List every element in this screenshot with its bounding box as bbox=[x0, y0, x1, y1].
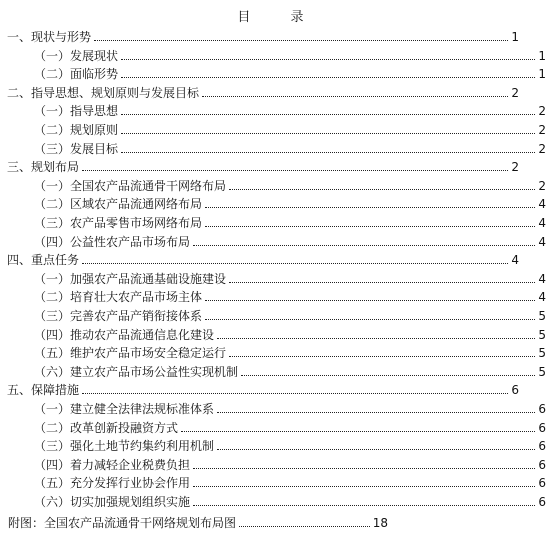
toc-entry-label: （二）改革创新投融资方式 bbox=[34, 420, 179, 435]
toc-leader-dots bbox=[82, 169, 508, 171]
toc-appendix-entry[interactable] bbox=[0, 512, 388, 530]
toc-section-entry[interactable] bbox=[0, 82, 519, 100]
toc-leader-dots bbox=[205, 225, 535, 227]
toc-entry-page: 5 bbox=[538, 327, 546, 342]
toc-leader-dots bbox=[121, 76, 535, 78]
toc-leader-dots bbox=[82, 392, 508, 394]
toc-leader-dots bbox=[121, 113, 535, 115]
toc-entry-label: （一）指导思想 bbox=[34, 104, 119, 119]
toc-entry-page: 5 bbox=[538, 346, 546, 361]
toc-entry-page: 2 bbox=[511, 160, 519, 175]
toc-leader-dots bbox=[229, 355, 535, 357]
toc-entry-page: 2 bbox=[511, 85, 519, 100]
toc-entry-label: （一）加强农产品流通基础设施建设 bbox=[34, 271, 227, 286]
toc-entry-label: （四）着力减轻企业税费负担 bbox=[34, 457, 191, 472]
toc-subsection-entry[interactable] bbox=[0, 212, 546, 230]
toc-subsection-entry[interactable] bbox=[0, 286, 546, 304]
toc-leader-dots bbox=[202, 95, 508, 97]
toc-leader-dots bbox=[121, 151, 535, 153]
toc-subsection-entry[interactable] bbox=[0, 63, 546, 81]
toc-entry-page: 6 bbox=[538, 439, 546, 454]
toc-leader-dots bbox=[205, 206, 535, 208]
toc-entry-label: （四）推动农产品流通信息化建设 bbox=[34, 327, 215, 342]
toc-entry-page: 6 bbox=[538, 495, 546, 509]
toc-leader-dots bbox=[193, 504, 535, 506]
toc-subsection-entry[interactable] bbox=[0, 454, 546, 472]
toc-leader-dots bbox=[205, 318, 535, 320]
toc-leader-dots bbox=[205, 299, 535, 301]
toc-entry-page: 4 bbox=[538, 197, 546, 212]
toc-entry-label: （六）建立农产品市场公益性实现机制 bbox=[34, 364, 239, 379]
toc-leader-dots bbox=[121, 58, 535, 60]
toc-entry-page: 5 bbox=[538, 364, 546, 379]
toc-subsection-entry[interactable] bbox=[0, 342, 546, 360]
toc-entry-page: 4 bbox=[538, 234, 546, 249]
toc-entry-page: 6 bbox=[511, 383, 519, 398]
toc-subsection-entry[interactable] bbox=[0, 119, 546, 137]
toc-subsection-entry[interactable] bbox=[0, 491, 546, 509]
toc-entry-label: （三）强化土地节约集约利用机制 bbox=[34, 439, 215, 454]
toc-entry-page: 2 bbox=[538, 123, 546, 137]
toc-entry-page: 5 bbox=[538, 309, 546, 323]
toc-title: 目 录 bbox=[237, 10, 322, 25]
toc-entry-page: 2 bbox=[538, 104, 546, 119]
toc-subsection-entry[interactable] bbox=[0, 435, 546, 453]
toc-entry-label: 四、重点任务 bbox=[7, 253, 80, 268]
toc-entry-label: 一、现状与形势 bbox=[7, 30, 92, 44]
toc-entry-label: 五、保障措施 bbox=[7, 383, 80, 398]
toc-entry-page: 6 bbox=[538, 457, 546, 472]
toc-leader-dots bbox=[217, 337, 535, 339]
toc-subsection-entry[interactable] bbox=[0, 472, 546, 490]
toc-leader-dots bbox=[239, 525, 370, 527]
toc-entry-page: 2 bbox=[538, 178, 546, 193]
toc-entry-page: 1 bbox=[538, 67, 546, 82]
toc-leader-dots bbox=[181, 430, 535, 432]
toc-section-entry[interactable] bbox=[0, 26, 519, 44]
toc-entry-page: 1 bbox=[511, 30, 519, 44]
toc-entry-label: （三）发展目标 bbox=[34, 141, 119, 156]
toc-entry-label: （一）建立健全法律法规标准体系 bbox=[34, 402, 215, 416]
toc-entry-label: （二）面临形势 bbox=[34, 67, 119, 82]
toc-leader-dots bbox=[193, 467, 535, 469]
toc-subsection-entry[interactable] bbox=[0, 193, 546, 211]
toc-leader-dots bbox=[193, 485, 535, 487]
toc-leader-dots bbox=[193, 244, 535, 246]
toc-section-entry[interactable] bbox=[0, 156, 519, 174]
toc-entry-label: （五）维护农产品市场安全稳定运行 bbox=[34, 346, 227, 361]
toc-subsection-entry[interactable] bbox=[0, 138, 546, 156]
toc-leader-dots bbox=[217, 448, 535, 450]
toc-entry-label: （一）全国农产品流通骨干网络布局 bbox=[34, 178, 227, 193]
toc-section-entry[interactable] bbox=[0, 249, 519, 267]
toc-entry-page: 6 bbox=[538, 476, 546, 491]
toc-entry-label: （二）培育壮大农产品市场主体 bbox=[34, 290, 203, 305]
toc-subsection-entry[interactable] bbox=[0, 398, 546, 416]
toc-subsection-entry[interactable] bbox=[0, 268, 546, 286]
toc-section-entry[interactable] bbox=[0, 379, 519, 397]
toc-entry-label: （一）发展现状 bbox=[34, 48, 119, 63]
toc-subsection-entry[interactable] bbox=[0, 45, 546, 63]
toc-subsection-entry[interactable] bbox=[0, 100, 546, 118]
toc-subsection-entry[interactable] bbox=[0, 175, 546, 193]
toc-entry-label: 二、指导思想、规划原则与发展目标 bbox=[7, 85, 200, 100]
toc-subsection-entry[interactable] bbox=[0, 324, 546, 342]
toc-entry-label: （二）区域农产品流通网络布局 bbox=[34, 197, 203, 212]
toc-entry-page: 4 bbox=[538, 271, 546, 286]
toc-leader-dots bbox=[94, 39, 508, 41]
toc-leader-dots bbox=[229, 281, 535, 283]
toc-leader-dots bbox=[229, 188, 535, 190]
toc-entry-label: （二）规划原则 bbox=[34, 123, 119, 137]
toc-entry-page: 6 bbox=[538, 420, 546, 435]
toc-entry-page: 4 bbox=[511, 253, 519, 268]
toc-entry-label: （五）充分发挥行业协会作用 bbox=[34, 476, 191, 491]
toc-subsection-entry[interactable] bbox=[0, 231, 546, 249]
toc-entry-label: （三）农产品零售市场网络布局 bbox=[34, 216, 203, 230]
toc-entry-page: 2 bbox=[538, 141, 546, 156]
toc-subsection-entry[interactable] bbox=[0, 417, 546, 435]
toc-entry-page: 4 bbox=[538, 290, 546, 305]
toc-subsection-entry[interactable] bbox=[0, 361, 546, 379]
toc-leader-dots bbox=[241, 374, 535, 376]
toc-entry-page: 1 bbox=[538, 48, 546, 63]
toc-entry-label: 三、规划布局 bbox=[7, 160, 80, 175]
toc-entry-label: （三）完善农产品产销衔接体系 bbox=[34, 309, 203, 323]
toc-appendix-label: 附图：全国农产品流通骨干网络规划布局图 bbox=[8, 515, 237, 530]
toc-entry-page: 4 bbox=[538, 216, 546, 230]
toc-leader-dots bbox=[217, 411, 535, 413]
toc-leader-dots bbox=[121, 132, 535, 134]
toc-entry-label: （六）切实加强规划组织实施 bbox=[34, 495, 191, 509]
toc-appendix-page: 18 bbox=[372, 515, 388, 530]
toc-subsection-entry[interactable] bbox=[0, 305, 546, 323]
toc-leader-dots bbox=[82, 262, 508, 264]
toc-entry-label: （四）公益性农产品市场布局 bbox=[34, 234, 191, 249]
toc-entry-page: 6 bbox=[538, 402, 546, 416]
